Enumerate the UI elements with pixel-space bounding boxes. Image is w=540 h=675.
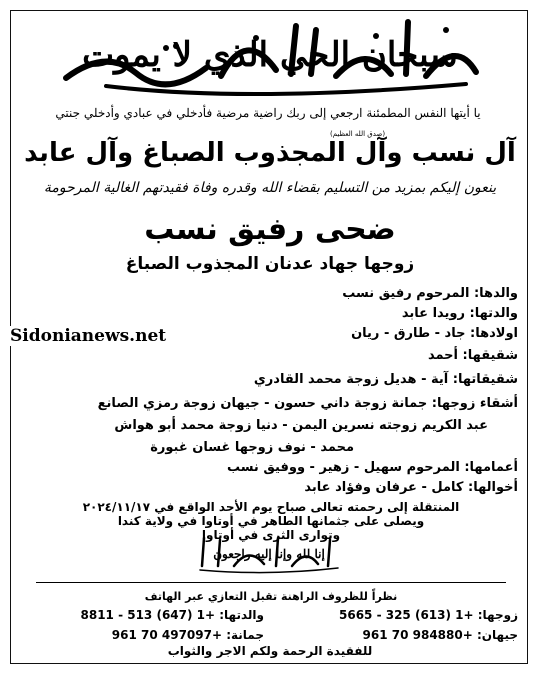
- announcement-text: ينعون إليكم بمزيد من التسليم بقضاء الله وقدره وفاة فقيدتهم الغالية المرحومة: [43, 180, 497, 196]
- relative-line: والدتها: رويدا عابد: [401, 306, 518, 321]
- relative-line: والدها: المرحوم رفيق نسب: [342, 286, 518, 301]
- relative-line: اولادها: جاد - طارق - ريان: [351, 326, 518, 341]
- footer-calligraphy-text: إنا لله وإنا إليه راجعون: [213, 547, 325, 561]
- relative-line: شقيقها: أحمد: [427, 348, 518, 363]
- relative-line: عبد الكريم زوجته نسرين اليمن - دنيا زوجة محمد أبو هواش: [114, 418, 488, 433]
- funeral-line: ويصلى على جثمانها الطاهر في أوتاوا في ولاية كندا: [117, 514, 425, 528]
- relative-line: أعمامها: المرحوم سهيل - زهير - ووفيق نسب: [226, 460, 518, 475]
- deceased-name: ضحى رفيق نسب: [144, 212, 396, 247]
- header-calligraphy-text: سبحان الحي الذي لا يموت: [82, 35, 458, 75]
- funeral-line: وتوارى الثرى في أوتاوا: [201, 528, 341, 542]
- obituary-sheet: [6, 4, 534, 668]
- header-calligraphy: [46, 8, 494, 98]
- phone-entry: والدتها: 8811 - 513 (647) 1+: [80, 608, 264, 622]
- phone-entry: زوجها: 5665 - 325 (613) 1+: [339, 608, 518, 622]
- closing-line: للفقيدة الرحمة ولكم الاجر والثواب: [167, 644, 373, 658]
- relative-line: شقيقاتها: آية - هديل زوجة محمد القادري: [253, 372, 518, 387]
- funeral-line: المنتقلة إلى رحمته تعالى صباح يوم الأحد الواقع في ٢٠٢٤/١١/١٧: [82, 500, 460, 514]
- spouse-line: زوجها جهاد عدنان المجذوب الصباغ: [125, 254, 415, 274]
- quran-verse: يا أيتها النفس المطمئنة ارجعي إلى ربك راضية مرضية فأدخلي في عبادي وأدخلي جنتي: [55, 106, 481, 120]
- condolences-note: نظراً للظروف الراهنة تقبل التعازي عبر الهاتف: [144, 590, 398, 603]
- families-title: آل نسب وآل المجذوب الصباغ وآل عابد: [24, 138, 516, 168]
- watermark: Sidonianews.net: [6, 326, 170, 346]
- divider: [36, 582, 506, 583]
- phone-entry: جيهان: 961 70 984880+: [362, 628, 518, 642]
- relative-line: محمد - نوف زوجها غسان غبورة: [150, 440, 354, 455]
- relative-line: أخوالها: كامل - عرفان وفؤاد عابد: [304, 480, 518, 495]
- quran-source: (صدق الله العظيم): [330, 130, 386, 138]
- phone-entry: جمانة: 961 70 497097+: [111, 628, 264, 642]
- relative-line: أشقاء زوجها: جمانة زوجة داني حسون - جيهان زوجة رمزي الصانع: [97, 396, 518, 411]
- footer-calligraphy: [194, 532, 344, 574]
